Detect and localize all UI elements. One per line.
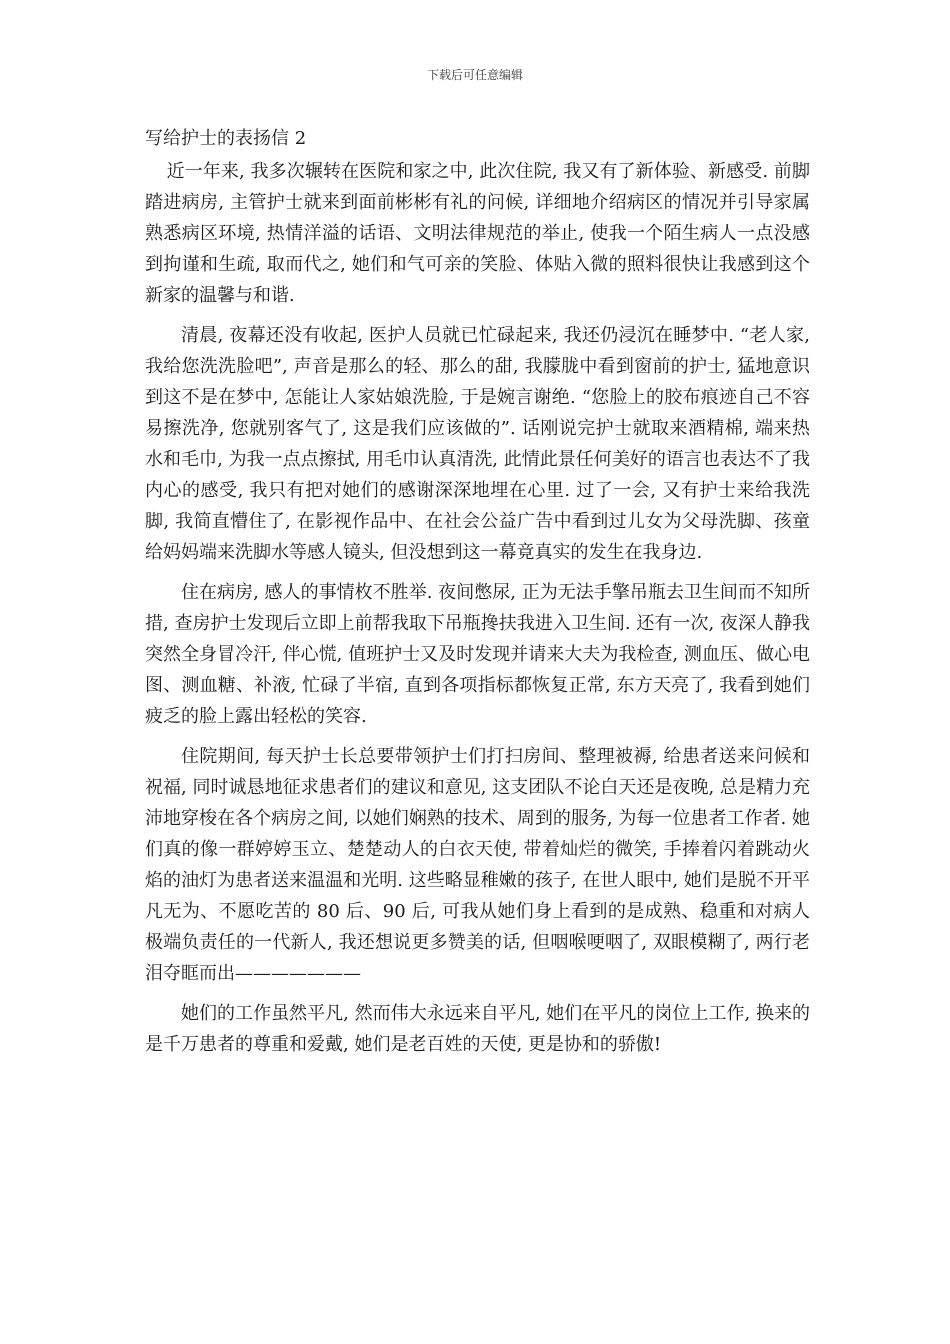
paragraph-4: 住院期间, 每天护士长总要带领护士们打扫房间、整理被褥, 给患者送来问候和祝福, 同时诚恳地征求患者们的建议和意见, 这支团队不论白天还是夜晚, 总是精力充沛地穿梭在各个病房之间, 以她们娴熟的技术、周到的服务, 为每一位患者工作者. 她们真的像一群婷婷玉立、楚楚动人的白衣天使, 带着灿烂的微笑, 手捧着闪着跳动火焰的油灯为患者送来温温和光明. 这些略显稚嫩的孩子, 在世人眼中, 她们是脱不开平凡无为、不愿吃苦的 80 后、90 后, 可我从她们身上看到的是成熟、稳重和对病人极端负责任的一代新人, 我还想说更多赞美的话, 但咽喉哽咽了, 双眼模糊了, 两行老泪夺眶而出——————— — [145, 746, 810, 984]
paragraph-1: 近一年来, 我多次辗转在医院和家之中, 此次住院, 我又有了新体验、新感受. 前脚踏进病房, 主管护士就来到面前彬彬有礼的问候, 详细地介绍病区的情况并引导家属熟悉病区环境, 热情洋溢的话语、文明法律规范的举止, 使我一个陌生病人一点没感到拘谨和生疏, 取而代之, 她们和气可亲的笑脸、体贴入微的照料很快让我感到这个新家的温馨与和谐. — [145, 161, 810, 306]
paragraph-5: 她们的工作虽然平凡, 然而伟大永远来自平凡, 她们在平凡的岗位上工作, 换来的是千万患者的尊重和爱戴, 她们是老百姓的天使, 更是协和的骄傲! — [145, 1003, 810, 1055]
header-note: 下载后可任意编辑 — [426, 68, 523, 82]
document-title: 写给护士的表扬信 2 — [145, 128, 307, 149]
paragraph-2: 清晨, 夜幕还没有收起, 医护人员就已忙碌起来, 我还仍浸沉在睡梦中. “老人家, 我给您洗洗脸吧”, 声音是那么的轻、那么的甜, 我朦胧中看到窗前的护士, 猛地意识到这不是在梦中, 怎能让人家姑娘洗脸, 于是婉言谢绝. “您脸上的胶布痕迹自己不容易擦洗净, 您就别客气了, 这是我们应该做的”. 话刚说完护士就取来酒精棉, 端来热水和毛巾, 为我一点点擦拭, 用毛巾认真清洗, 此情此景任何美好的语言也表达不了我内心的感受, 我只有把对她们的感谢深深地埋在心里. 过了一会, 又有护士来给我洗脚, 我简直懵住了, 在影视作品中、在社会公益广告中看到过儿女为父母洗脚、孩童给妈妈端来洗脚水等感人镜头, 但没想到这一幕竟真实的发生在我身边. — [145, 325, 810, 563]
paragraph-3: 住在病房, 感人的事情枚不胜举. 夜间憋尿, 正为无法手擎吊瓶去卫生间而不知所措, 查房护士发现后立即上前帮我取下吊瓶搀扶我进入卫生间. 还有一次, 夜深人静我突然全身冒冷汗, 伴心慌, 值班护士又及时发现并请来大夫为我检查, 测血压、做心电图、测血糖、补液, 忙碌了半宿, 直到各项指标都恢复正常, 东方天亮了, 我看到她们疲乏的脸上露出轻松的笑容. — [145, 582, 810, 727]
document-body — [145, 156, 810, 1060]
